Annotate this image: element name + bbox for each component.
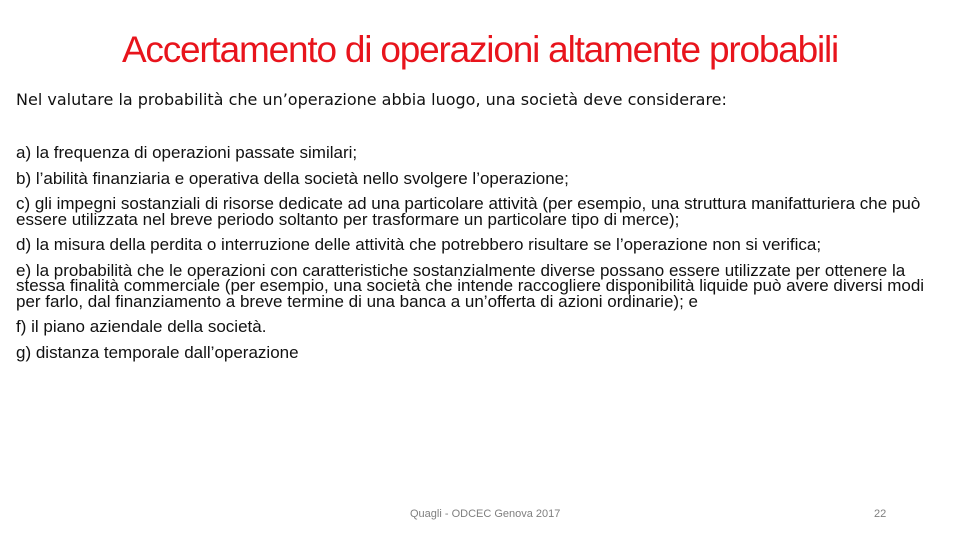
list-item: a) la frequenza di operazioni passate similari;: [16, 143, 358, 162]
intro-text: Nel valutare la probabilità che un’operazione abbia luogo, una società deve considerare:: [16, 90, 727, 109]
list-item: c) gli impegni sostanziali di risorse dedicate ad una particolare attività (per esempio, una struttura manifatturiera che può essere utilizzata nel breve periodo soltanto per trasformare un particolare tipo di merce);: [16, 194, 921, 229]
page-number: 22: [874, 508, 887, 520]
criteria-list: [16, 145, 952, 370]
list-item: e) la probabilità che le operazioni con caratteristiche sostanzialmente diverse possano essere utilizzate per ottenere la stessa finalità commerciale (per esempio, una società che intende raccogliere disponibilità liquide può avere diversi modi per farlo, dal finanziamento a breve termine di una banca a un’offerta di azioni ordinarie); e: [16, 260, 925, 311]
list-item: f) il piano aziendale della società.: [16, 317, 267, 336]
slide-title: Accertamento di operazioni altamente probabili: [121, 29, 839, 70]
list-item: d) la misura della perdita o interruzione delle attività che potrebbero risultare se l’operazione non si verifica;: [16, 235, 822, 254]
list-item: g) distanza temporale dall’operazione: [16, 342, 299, 362]
list-item: b) l’abilità finanziaria e operativa della società nello svolgere l’operazione;: [16, 168, 569, 188]
footer-source: Quagli - ODCEC Genova 2017: [410, 508, 561, 520]
